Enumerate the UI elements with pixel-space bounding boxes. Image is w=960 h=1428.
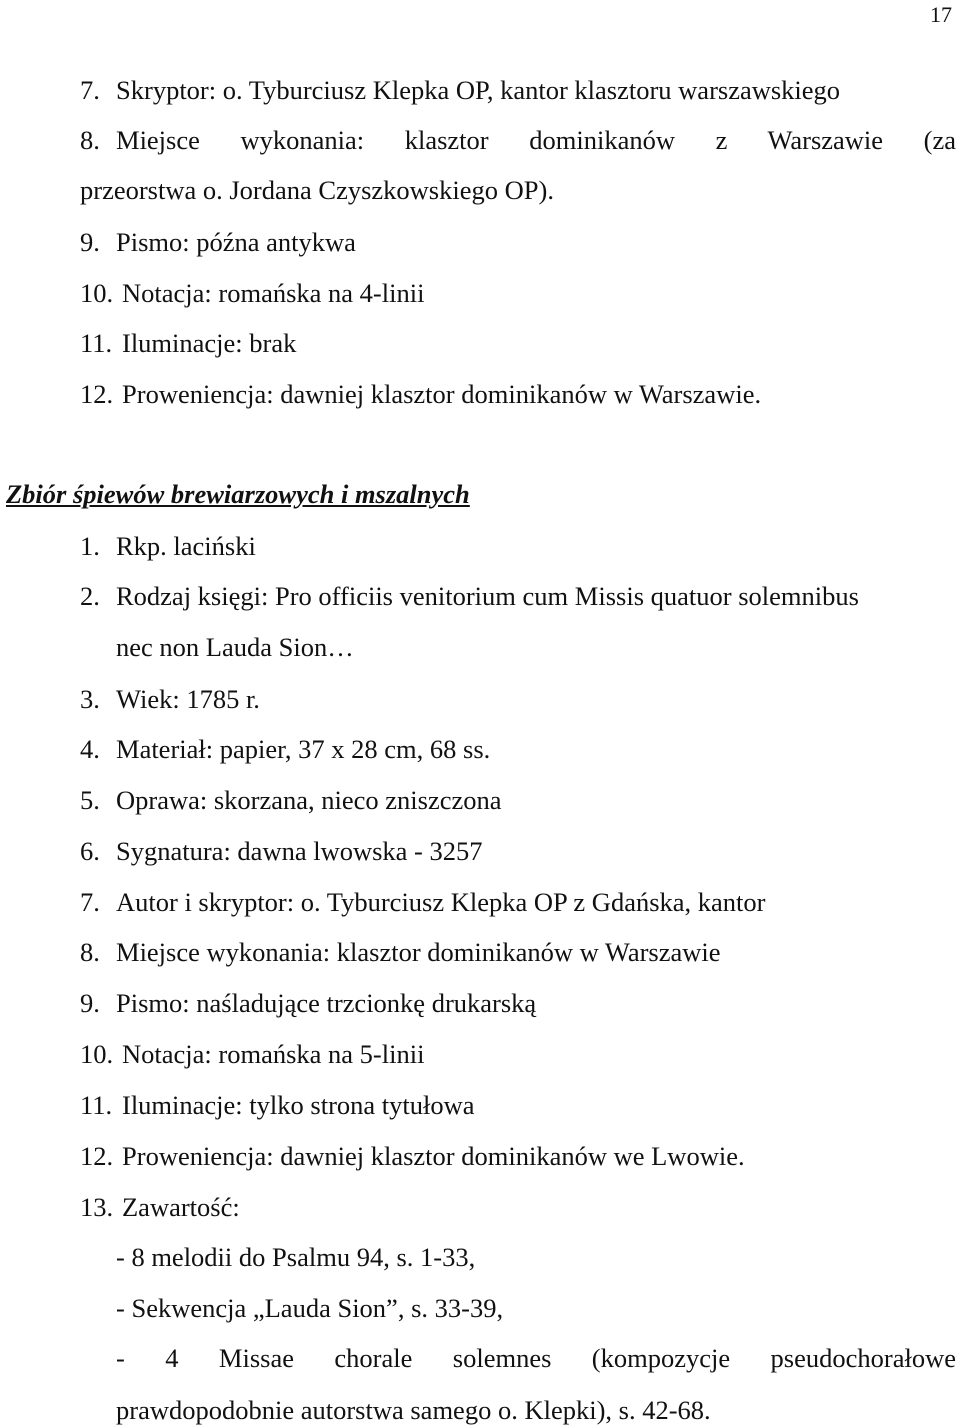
list-item [80, 733, 956, 765]
list-item [80, 1089, 956, 1121]
list-item [80, 987, 956, 1019]
item-text: Notacja: romańska na 4-linii [122, 278, 425, 308]
contents-continuation: prawdopodobnie autorstwa samego o. Klepki), s. 42-68. [116, 1395, 711, 1425]
item-number: 5. [80, 785, 100, 815]
list-item [80, 1191, 956, 1223]
item-number: 13. [80, 1192, 114, 1222]
list-item [80, 277, 956, 309]
item-number: 12. [80, 1141, 114, 1171]
item-number: 10. [80, 1039, 114, 1069]
contents-item: - 8 melodii do Psalmu 94, s. 1-33, [116, 1242, 476, 1272]
list-item [80, 1140, 956, 1172]
item-number: 4. [80, 734, 100, 764]
list-item [80, 530, 956, 562]
item-text: Oprawa: skorzana, nieco zniszczona [116, 785, 502, 815]
item-continuation: nec non Lauda Sion… [116, 632, 354, 662]
list-item [80, 936, 956, 968]
item-text: Materiał: papier, 37 x 28 cm, 68 ss. [116, 734, 491, 764]
item-text: Wiek: 1785 r. [116, 684, 260, 714]
item-number: 2. [80, 581, 100, 611]
item-text: Pismo: późna antykwa [116, 227, 356, 257]
item-text: Proweniencja: dawniej klasztor dominikanów w Warszawie. [122, 379, 762, 409]
page-number: 17 [930, 2, 952, 27]
item-number: 6. [80, 836, 100, 866]
item-text: Rkp. laciński [116, 531, 256, 561]
list-item [80, 378, 956, 410]
list-item [80, 124, 956, 156]
item-number: 8. [80, 125, 100, 155]
item-number: 7. [80, 75, 100, 105]
list-item [80, 683, 956, 715]
list-item [80, 327, 956, 359]
item-text: Pismo: naśladujące trzcionkę drukarską [116, 988, 537, 1018]
item-number: 10. [80, 278, 114, 308]
item-text: Sygnatura: dawna lwowska - 3257 [116, 836, 483, 866]
list-item [80, 74, 956, 106]
list-item [80, 1038, 956, 1070]
item-number: 9. [80, 988, 100, 1018]
item-number: 12. [80, 379, 114, 409]
list-item [80, 784, 956, 816]
item-text: Rodzaj księgi: Pro officiis venitorium cum Missis quatuor solemnibus [116, 581, 859, 611]
item-text: Zawartość: [122, 1192, 240, 1222]
item-number: 8. [80, 937, 100, 967]
item-number: 11. [80, 328, 113, 358]
item-text: Miejsce wykonania: klasztor dominikanów w Warszawie [116, 937, 721, 967]
item-number: 9. [80, 227, 100, 257]
item-number: 3. [80, 684, 100, 714]
list-item [80, 580, 956, 612]
item-number: 1. [80, 531, 100, 561]
item-text: Notacja: romańska na 5-linii [122, 1039, 425, 1069]
section-heading: Zbiór śpiewów brewiarzowych i mszalnych [6, 479, 470, 509]
list-item [80, 226, 956, 258]
item-text: Autor i skryptor: o. Tyburciusz Klepka OP z Gdańska, kantor [116, 887, 766, 917]
item-text: Skryptor: o. Tyburciusz Klepka OP, kantor klasztoru warszawskiego [116, 75, 841, 105]
contents-item: - 4 Missae chorale solemnes (kompozycje pseudochorałowe [116, 1343, 956, 1373]
item-number: 7. [80, 887, 100, 917]
item-text: Iluminacje: brak [122, 328, 297, 358]
item-text: Miejsce wykonania: klasztor dominikanów z Warszawie (za [116, 125, 956, 155]
list-item [80, 835, 956, 867]
item-continuation: przeorstwa o. Jordana Czyszkowskiego OP). [80, 175, 554, 205]
list-item [80, 886, 956, 918]
item-text: Proweniencja: dawniej klasztor dominikanów we Lwowie. [122, 1141, 745, 1171]
contents-item: - Sekwencja „Lauda Sion”, s. 33-39, [116, 1293, 504, 1323]
item-text: Iluminacje: tylko strona tytułowa [122, 1090, 475, 1120]
item-number: 11. [80, 1090, 113, 1120]
